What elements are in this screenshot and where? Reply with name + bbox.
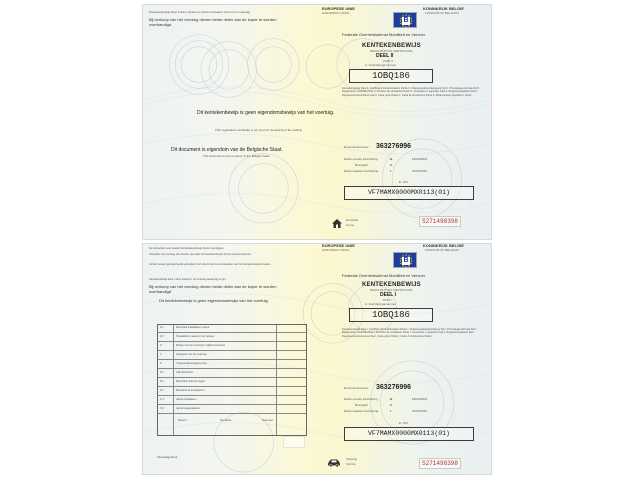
- serial-number: S271498398: [419, 458, 461, 469]
- country-label-sub: EUROPEAN UNION: [322, 248, 350, 252]
- intro-line-1: De instructies moet steeds het kentekenbewijs boven voorleggen.: [149, 247, 225, 250]
- table-row: J Categorie van het voertuig: [158, 352, 306, 360]
- table-row: K Typegoedkeuringsnummer: [158, 361, 306, 369]
- doc-number: 363276996: [376, 143, 412, 150]
- country-code: B: [403, 257, 409, 264]
- plate-label: A. Inschrijvingsnummer: [365, 302, 397, 306]
- ownership-notice: Dit kentekenbewijs is geen eigendomsbewijs van het voertuig: [159, 298, 268, 303]
- doc-number: 363276996: [376, 384, 412, 391]
- serial-number: S271498398: [419, 216, 461, 227]
- source-label: Bron/gebr: [355, 163, 369, 167]
- first-reg-code: B.: [390, 157, 393, 161]
- multilingual-title-block: Kentekenbewijs Deel I, Certificat d'immatriculation Partie I, Zulassungsbescheinigung Teil I, Prometnaja dozvola Dio I, Registration certificate Part I, Permiso de circulacion Parte I, Osvedceni o registraci Cast I, Registreringsattest Del I, Registreerimistunnistus Osa I, Carte grise Partie I, Carta di circolazione Parte I.: [342, 328, 477, 338]
- first-reg-date: 18/04/2003: [412, 397, 428, 401]
- vin-label: E. VIN: [399, 180, 408, 184]
- part-label: DEEL II: [376, 53, 394, 59]
- part-label-sub: PART I: [383, 298, 393, 302]
- document-title: KENTEKENBEWIJS: [362, 43, 421, 49]
- kingdom-label: KONINKRIJK BELGIE: [423, 243, 464, 248]
- doc-number-label: Documentnummer: [344, 386, 369, 390]
- footer-label: Kilowattgebruik: [157, 455, 178, 459]
- plate-label: A. Inschrijvingsnummer: [365, 63, 397, 67]
- domicile-label-sub: Home: [346, 223, 355, 227]
- registration-certificate-part-2: [142, 4, 492, 240]
- registration-certificate-part-1: [142, 243, 492, 475]
- state-property-notice-sub: This document is the property of the Belgian State.: [203, 154, 271, 158]
- vin-box: VF7MAMX0000MX0113(01): [344, 427, 474, 441]
- sale-notice: Bij verkoop van het voertuig dienen beide delen aan de koper te worden overhandigd.: [149, 17, 277, 27]
- document-title: KENTEKENBEWIJS: [362, 282, 421, 288]
- current-reg-code: I.: [390, 169, 392, 173]
- intro-line-3: Verder moeten geregistreerde gebruikers zich direct met de voorwaarden van het kentekenbewijs houden.: [149, 263, 271, 266]
- guilloche-background: [143, 5, 492, 239]
- vin-label: E. VIN: [399, 421, 408, 425]
- intro-notice: Kentekenbewijs Deel II dient steeds te worden bewaard (niet in het voertuig): [149, 10, 251, 14]
- license-plate-box: 1OBQ186: [349, 69, 433, 83]
- vehicle-label-sub: Vehicle: [346, 462, 356, 466]
- table-row: F.2 Toelaatbare massa in het verkeer: [158, 334, 306, 342]
- table-row: G Massa van het voertuig in rijklare toestand: [158, 343, 306, 351]
- eu-flag-icon: [393, 252, 417, 268]
- first-reg-label: Datum eerste inschrijving: [344, 157, 378, 161]
- vin-box: VF7MAMX0000MX0113(01): [344, 186, 474, 200]
- current-reg-code: I.: [390, 409, 392, 413]
- first-reg-label: Datum eerste inschrijving: [344, 397, 378, 401]
- car-icon: [327, 458, 341, 467]
- authority-name: Federale Overheidsdienst Mobiliteit en Vervoer: [342, 32, 426, 37]
- document-title-sub: REGISTRATION CERTIFICATE: [370, 288, 413, 292]
- table-row: S.1 Aantal zitplaatsen: [158, 397, 306, 405]
- table-row: P.1 Cilinderinhoud: [158, 370, 306, 378]
- kingdom-label-sub: KINGDOM OF BELGIUM: [425, 248, 459, 252]
- country-label: EUROPESE UNIE: [322, 243, 355, 248]
- source-code: C.: [390, 163, 393, 167]
- part-label-sub: PART II: [383, 59, 394, 63]
- footer-date: Datum: [178, 418, 187, 422]
- first-reg-code: B.: [390, 397, 393, 401]
- document-title-sub: REGISTRATION CERTIFICATE: [370, 49, 413, 53]
- technical-data-table: [157, 324, 307, 436]
- country-code: B: [403, 17, 409, 24]
- doc-number-label: Documentnummer: [344, 145, 369, 149]
- first-reg-date: 18/04/2003: [412, 157, 428, 161]
- ownership-notice-sub: This registration certificate is not proof of ownership of the vehicle.: [215, 128, 303, 132]
- table-row: P.3 Brandstof of energiebron: [158, 388, 306, 396]
- source-label: Bron/gebr: [355, 403, 369, 407]
- current-reg-date: 01/07/2014: [412, 409, 428, 413]
- current-reg-label: Datum laatste inschrijving: [344, 169, 379, 173]
- sale-notice: Bij verkoop van het voertuig dienen beide delen aan de koper te worden overhandigd: [149, 284, 277, 294]
- intro-line-2: Verandert van voertuig van houder, dan wijst het kentekenbewijs bij het voertuig behoren.: [149, 253, 252, 256]
- table-row: P.2 Maximaal nettovermogen: [158, 379, 306, 387]
- house-icon: [331, 218, 343, 229]
- table-row: F.1 Maximaal toelaatbare massa: [158, 325, 306, 333]
- kingdom-label-sub: KINGDOM OF BELGIUM: [425, 11, 459, 15]
- current-reg-label: Datum laatste inschrijving: [344, 409, 379, 413]
- ownership-notice-line1: Dit kentekenbewijs is geen eigendomsbewijs van het voertuig.: [197, 110, 335, 116]
- vehicle-label: Voertuig: [346, 457, 358, 461]
- intro-line-4: Kentekenbewijs Deel I dient steeds in het voertuig aanwezig te zijn.: [149, 278, 227, 281]
- domicile-label: Domicilie: [346, 218, 359, 222]
- part-label: DEEL I: [380, 292, 397, 298]
- source-code: C.: [390, 403, 393, 407]
- table-row: S.2 Aantal staanplaatsen: [158, 406, 306, 414]
- country-label: EUROPESE UNIE: [322, 6, 355, 11]
- state-property-notice: Dit document is eigendom van de Belgische Staat.: [171, 147, 283, 153]
- footer-stamp: Stempel: [262, 418, 274, 422]
- license-plate-box: 1OBQ186: [349, 308, 433, 322]
- authority-name: Federale Overheidsdienst Mobiliteit en Vervoer: [342, 273, 426, 278]
- footer-signature: Handtek.: [220, 418, 233, 422]
- stamp-area: [283, 436, 305, 448]
- multilingual-title-block: Kentekenbewijs Deel II, Certificat d'immatriculation Partie II, Zulassungsbescheinigung Teil II, Prometnaja dozvola Dio II, Registration certificate Part II, Permiso de circulacion Parte II, Osvedceni o registraci Cast II, Registreringsattest Del II, Registreerimistunnistus Osa II, Carte grise Partie II, Carta di circolazione Parte II, Regisztracios Igazolas II. Resz.: [342, 87, 480, 97]
- table-footer-row: [158, 417, 306, 437]
- current-reg-date: 01/07/2014: [412, 169, 428, 173]
- eu-flag-icon: [393, 12, 417, 28]
- kingdom-label: KONINKRIJK BELGIE: [423, 6, 464, 11]
- country-label-sub: EUROPEAN UNION: [322, 11, 350, 15]
